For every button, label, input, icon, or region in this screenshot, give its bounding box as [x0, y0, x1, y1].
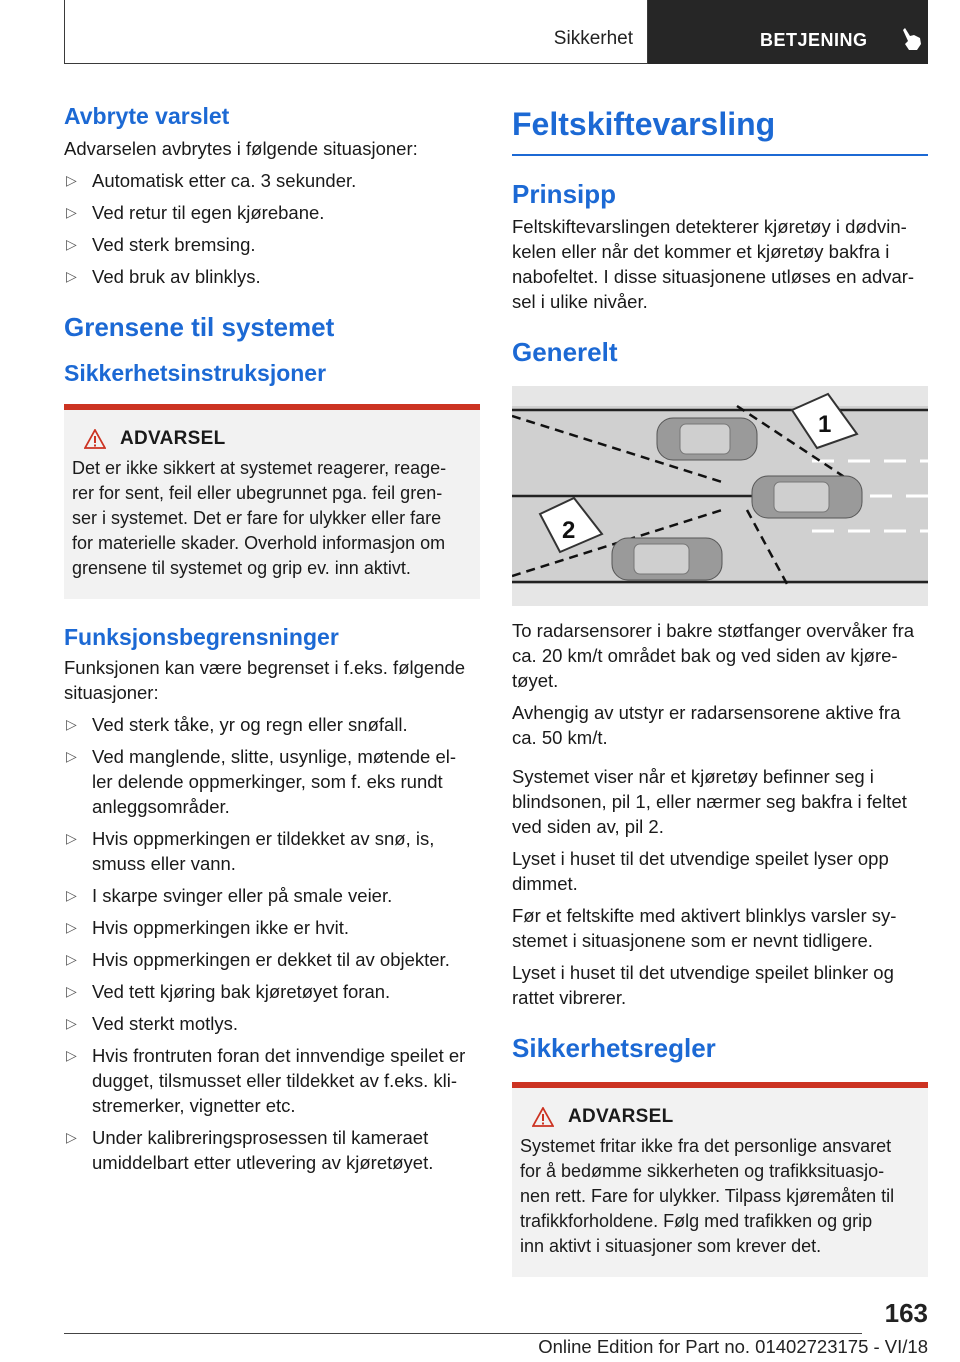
- triangle-bullet-icon: ▷: [66, 1015, 77, 1031]
- text-line: Hvis frontruten foran det innvendige speilet er: [92, 1045, 466, 1066]
- text-line: smuss eller vann.: [92, 853, 236, 874]
- lane-change-figure: [512, 386, 928, 606]
- generelt-paragraph: [512, 846, 928, 896]
- text-line: nabofeltet. I disse situasjonene utløses en advar-: [512, 266, 915, 287]
- text-line: ved siden av, pil 2.: [512, 816, 664, 837]
- text-line: anleggsområder.: [92, 796, 230, 817]
- text-line: kelen eller når det kommer et kjøretøy bakfra i: [512, 241, 890, 262]
- text-line: Før et feltskifte med aktivert blinklys varsler sy-: [512, 905, 897, 926]
- list-item: [64, 826, 480, 876]
- generelt-paragraph: [512, 764, 928, 839]
- list-item: [64, 744, 480, 819]
- text-line: inn aktivt i situasjoner som krever det.: [520, 1236, 822, 1256]
- left-column: [64, 96, 480, 1175]
- list-item: [64, 947, 480, 972]
- avbryte-list: [64, 168, 480, 289]
- list-item: [64, 200, 480, 225]
- page-number: 163: [884, 1298, 928, 1328]
- warning-triangle-icon: [84, 429, 106, 449]
- text-line: Hvis oppmerkingen er dekket til av objekter.: [92, 949, 450, 970]
- text-line: Hvis oppmerkingen ikke er hvit.: [92, 917, 350, 938]
- avbryte-heading: Avbryte varslet: [64, 103, 230, 129]
- list-item-text: Ved retur til egen kjørebane.: [92, 202, 325, 223]
- list-item: [64, 264, 480, 289]
- generelt-paragraph: [512, 960, 928, 1010]
- list-item: [64, 979, 480, 1004]
- avbryte-intro: Advarselen avbrytes i følgende situasjoner:: [64, 138, 418, 159]
- text-line: stemet i situasjonene som er nevnt tidligere.: [512, 930, 873, 951]
- text-line: Lyset i huset til det utvendige speilet lyser opp: [512, 848, 889, 869]
- text-line: rattet vibrerer.: [512, 987, 627, 1008]
- text-line: sel i ulike nivåer.: [512, 291, 648, 312]
- text-line: Systemet fritar ikke fra det personlige ansvaret: [520, 1136, 892, 1156]
- warning-text: [520, 1134, 920, 1259]
- warning-paragraph: [72, 456, 472, 581]
- warning-text: [72, 456, 472, 581]
- feltskifte-heading: Feltskiftevarsling: [512, 106, 776, 142]
- text-line: Feltskiftevarslingen detekterer kjøretøy i dødvin-: [512, 216, 907, 237]
- header-chapter-title: BETJENING: [760, 30, 868, 50]
- text-line: situasjoner:: [64, 682, 159, 703]
- header-section-box: [64, 0, 648, 64]
- text-line: umiddelbart etter utlevering av kjøretøyet.: [92, 1152, 434, 1173]
- generelt-paragraph: [512, 700, 928, 750]
- text-line: I skarpe svinger eller på smale veier.: [92, 885, 393, 906]
- list-item: [64, 883, 480, 908]
- text-line: dugget, tilsmusset eller tildekket av f.eks. kli-: [92, 1070, 458, 1091]
- prinsipp-text: [512, 214, 928, 314]
- right-column: [512, 96, 928, 1277]
- page-header: [64, 0, 928, 64]
- generelt-paragraph: [512, 903, 928, 953]
- header-chapter-box: [648, 0, 928, 64]
- list-item: [64, 1011, 480, 1036]
- text-line: Lyset i huset til det utvendige speilet blinker og: [512, 962, 894, 983]
- list-item: [64, 915, 480, 940]
- text-line: Ved tett kjøring bak kjøretøyet foran.: [92, 981, 391, 1002]
- car-middle: [752, 476, 862, 518]
- text-line: Avhengig av utstyr er radarsensorene aktive fra: [512, 702, 901, 723]
- text-line: To radarsensorer i bakre støtfanger overvåker fra: [512, 620, 915, 641]
- text-line: for å bedømme sikkerheten og trafikksituasjo-: [520, 1161, 885, 1181]
- list-item: [64, 232, 480, 257]
- text-line: ca. 50 km/t.: [512, 727, 608, 748]
- text-line: dimmet.: [512, 873, 578, 894]
- text-line: Under kalibreringsprosessen til kameraet: [92, 1127, 429, 1148]
- warning-label: ADVARSEL: [568, 1106, 674, 1127]
- sikkerhetsregler-heading: Sikkerhetsregler: [512, 1033, 716, 1063]
- warning-box-rules: [512, 1082, 928, 1277]
- warning-header: [84, 428, 472, 450]
- list-item: [64, 168, 480, 193]
- text-line: Ved manglende, slitte, usynlige, møtende el-: [92, 746, 457, 767]
- triangle-bullet-icon: ▷: [66, 951, 77, 967]
- text-line: Ved sterkt motlys.: [92, 1013, 238, 1034]
- hand-pointer-icon: [900, 26, 924, 52]
- text-line: ca. 20 km/t området bak og ved siden av kjøre-: [512, 645, 898, 666]
- triangle-bullet-icon: ▷: [66, 830, 77, 846]
- footer-edition: Online Edition for Part no. 01402723175 - VI/18: [538, 1336, 928, 1357]
- triangle-bullet-icon: ▷: [66, 268, 77, 284]
- svg-text:2: 2: [562, 517, 576, 544]
- car-bottom: [612, 538, 722, 580]
- funksjon-intro: [64, 655, 480, 705]
- triangle-bullet-icon: ▷: [66, 748, 77, 764]
- text-line: nen rett. Fare for ulykker. Tilpass kjøremåten til: [520, 1186, 895, 1206]
- text-line: ser i systemet. Det er fare for ulykker eller fare: [72, 508, 442, 528]
- warning-box-limits: [64, 404, 480, 599]
- funksjon-list: [64, 712, 480, 1175]
- lane-diagram: [512, 386, 928, 606]
- prinsipp-heading: Prinsipp: [512, 179, 617, 209]
- text-line: Hvis oppmerkingen er tildekket av snø, is,: [92, 828, 435, 849]
- list-item-text: Automatisk etter ca. 3 sekunder.: [92, 170, 357, 191]
- text-line: for materielle skader. Overhold informasjon om: [72, 533, 446, 553]
- generelt-heading: Generelt: [512, 337, 618, 367]
- generelt-text: [512, 618, 928, 1010]
- list-item-text: Ved bruk av blinklys.: [92, 266, 261, 287]
- warning-paragraph: [520, 1134, 920, 1259]
- triangle-bullet-icon: ▷: [66, 887, 77, 903]
- warning-triangle-icon: [532, 1107, 554, 1127]
- triangle-bullet-icon: ▷: [66, 716, 77, 732]
- text-line: rer for sent, feil eller ubegrunnet pga. feil gren-: [72, 483, 443, 503]
- triangle-bullet-icon: ▷: [66, 236, 77, 252]
- list-item: [64, 712, 480, 737]
- triangle-bullet-icon: ▷: [66, 1047, 77, 1063]
- triangle-bullet-icon: ▷: [66, 983, 77, 999]
- text-line: Ved sterk tåke, yr og regn eller snøfall.: [92, 714, 408, 735]
- funksjon-heading: Funksjonsbegrensninger: [64, 624, 339, 650]
- text-line: Systemet viser når et kjøretøy befinner seg i: [512, 766, 874, 787]
- heading-rule: [512, 154, 928, 156]
- triangle-bullet-icon: ▷: [66, 204, 77, 220]
- sikkerhetsinstruksjoner-heading: Sikkerhetsinstruksjoner: [64, 360, 327, 386]
- warning-header: [532, 1106, 920, 1128]
- list-item-text: Ved sterk bremsing.: [92, 234, 256, 255]
- text-line: trafikkforholdene. Følg med trafikken og grip: [520, 1211, 873, 1231]
- header-section-title: Sikkerhet: [553, 28, 633, 49]
- text-line: tøyet.: [512, 670, 559, 691]
- footer-rule: [64, 1333, 862, 1334]
- text-line: blindsonen, pil 1, eller nærmer seg bakfra i feltet: [512, 791, 907, 812]
- svg-text:1: 1: [818, 411, 832, 438]
- triangle-bullet-icon: ▷: [66, 919, 77, 935]
- text-line: ler delende oppmerkinger, som f. eks rundt: [92, 771, 443, 792]
- text-line: grensene til systemet og grip ev. inn aktivt.: [72, 558, 411, 578]
- car-top: [657, 418, 757, 460]
- warning-label: ADVARSEL: [120, 428, 226, 449]
- grensene-heading: Grensene til systemet: [64, 312, 335, 342]
- list-item: [64, 1043, 480, 1118]
- text-line: stremerker, vignetter etc.: [92, 1095, 296, 1116]
- triangle-bullet-icon: ▷: [66, 172, 77, 188]
- generelt-paragraph: [512, 618, 928, 693]
- list-item: [64, 1125, 480, 1175]
- text-line: Det er ikke sikkert at systemet reagerer, reage-: [72, 458, 447, 478]
- triangle-bullet-icon: ▷: [66, 1129, 77, 1145]
- text-line: Funksjonen kan være begrenset i f.eks. følgende: [64, 657, 466, 678]
